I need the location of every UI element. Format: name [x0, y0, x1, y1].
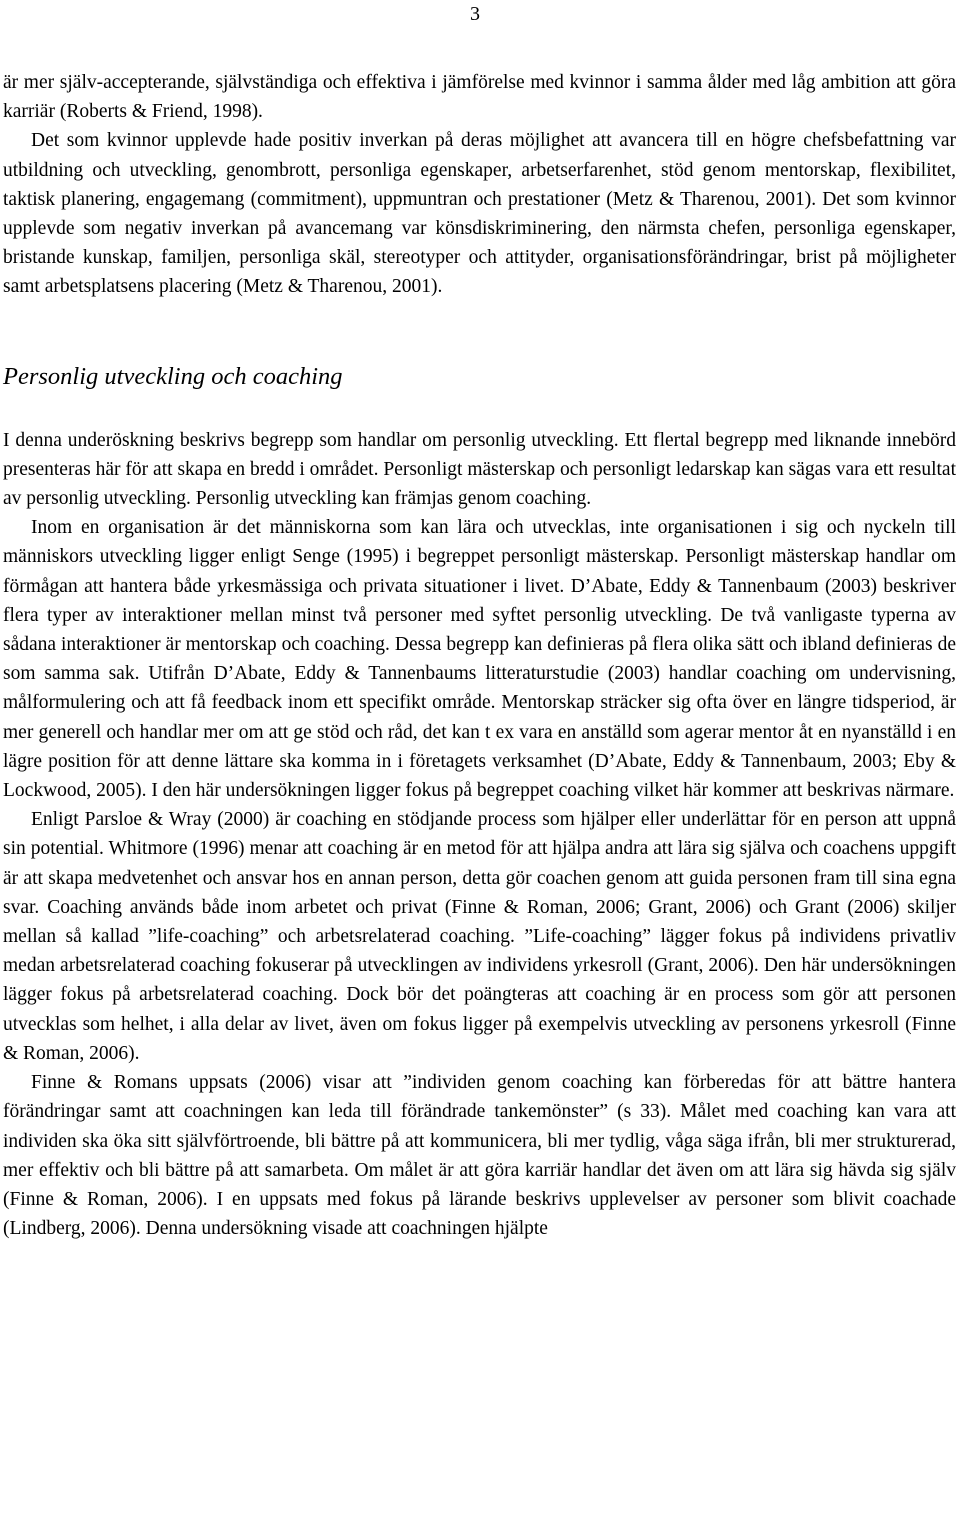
document-body	[3, 68, 956, 1243]
section-paragraph-1: I denna underöskning beskrivs begrepp som handlar om personlig utveckling. Ett flertal begrepp med liknande innebörd presenteras här för att skapa en bredd i området. Personligt mästerskap och personligt ledarskap kan sägas vara ett resultat av personlig utveckling. Personlig utveckling kan främjas genom coaching.	[3, 429, 956, 510]
intro-paragraph-2: Det som kvinnor upplevde hade positiv inverkan på deras möjlighet att avancera till en högre chefsbefattning var utbildning och utveckling, genombrott, personliga egenskaper, arbetserfarenhet, stöd genom mentorskap, flexibilitet, taktisk planering, engagemang (commitment), uppmuntran och prestationer (Metz & Tharenou, 2001). Det som kvinnor upplevde som negativ inverkan på avancemang var könsdiskriminering, den närmsta chefen, personliga egenskaper, bristande kunskap, familjen, personliga skäl, stereotyper och attityder, organisationsförändringar, brist på möjligheter samt arbetsplatsens placering (Metz & Tharenou, 2001).	[3, 130, 956, 298]
page-number: 3	[470, 3, 480, 25]
section-heading: Personlig utveckling och coaching	[3, 362, 343, 390]
section-paragraph-4: Finne & Romans uppsats (2006) visar att ”individen genom coaching kan förberedas för att bättre hantera förändringar samt att coachningen kan leda till förändrade tankemönster” (s 33). Målet med coaching kan vara att individen ska öka sitt självförtroende, bli bättre på att kommunicera, bli mer tydlig, våga säga ifrån, bli mer strukturerad, mer effektiv och bli bättre på att samarbeta. Om målet är att göra karriär handlar det även om att lära sig hävda sig själv (Finne & Roman, 2006). I en uppsats med fokus på lärande beskrivs upplevelser av personer som blivit coachade (Lindberg, 2006). Denna undersökning visade att coachningen hjälpte	[3, 1072, 956, 1240]
section-paragraph-3: Enligt Parsloe & Wray (2000) är coaching en stödjande process som hjälper eller underlättar för en person att uppnå sin potential. Whitmore (1996) menar att coaching är en metod för att hjälpa andra att lära sig själva och coachens uppgift är att skapa medvetenhet och ansvar hos en annan person, detta gör coachen genom att guida personen fram till sina egna svar. Coaching används både inom arbetet och privat (Finne & Roman, 2006; Grant, 2006) och Grant (2006) skiljer mellan så kallad ”life-coaching” och arbetsrelaterad coaching. ”Life-coaching” lägger fokus på individens privatliv medan arbetsrelaterad coaching fokuserar på utvecklingen av individens yrkesroll (Grant, 2006). Den här undersökningen lägger fokus på arbetsrelaterad coaching. Dock bör det poängteras att coaching är en process som gör att personen utvecklas som helhet, i alla delar av livet, även om fokus ligger på exempelvis utveckling av personens yrkesroll (Finne & Roman, 2006).	[3, 809, 956, 1064]
section-paragraph-2: Inom en organisation är det människorna som kan lära och utvecklas, inte organisationen i sig och nyckeln till människors utveckling ligger enligt Senge (1995) i begreppet personligt mästerskap. Personligt mästerskap handlar om förmågan att hantera både yrkesmässiga och privata situationer i livet. D’Abate, Eddy & Tannenbaum (2003) beskriver flera typer av interaktioner mellan minst två personer med syftet personlig utveckling. De två vanligaste typerna av sådana interaktioner är mentorskap och coaching. Dessa begrepp kan definieras på flera olika sätt och ibland definieras de som samma sak. Utifrån D’Abate, Eddy & Tannenbaums litteraturstudie (2003) handlar coaching om undervisning, målformulering och att få feedback inom ett specifikt område. Mentorskap sträcker sig ofta över en längre tidsperiod, är mer generell och handlar mer om att ge stöd och råd, det kan t ex vara en anställd som agerar mentor åt en nyanställd i en lägre position för att denne lättare ska komma in i företagets verksamhet (D’Abate, Eddy & Tannenbaum, 2003; Eby & Lockwood, 2005). I den här undersökningen ligger fokus på begreppet coaching vilket här kommer att beskrivas närmare.	[3, 517, 956, 802]
intro-paragraph-1: är mer själv-accepterande, självständiga och effektiva i jämförelse med kvinnor i samma ålder med låg ambition att göra karriär (Roberts & Friend, 1998).	[3, 72, 956, 123]
